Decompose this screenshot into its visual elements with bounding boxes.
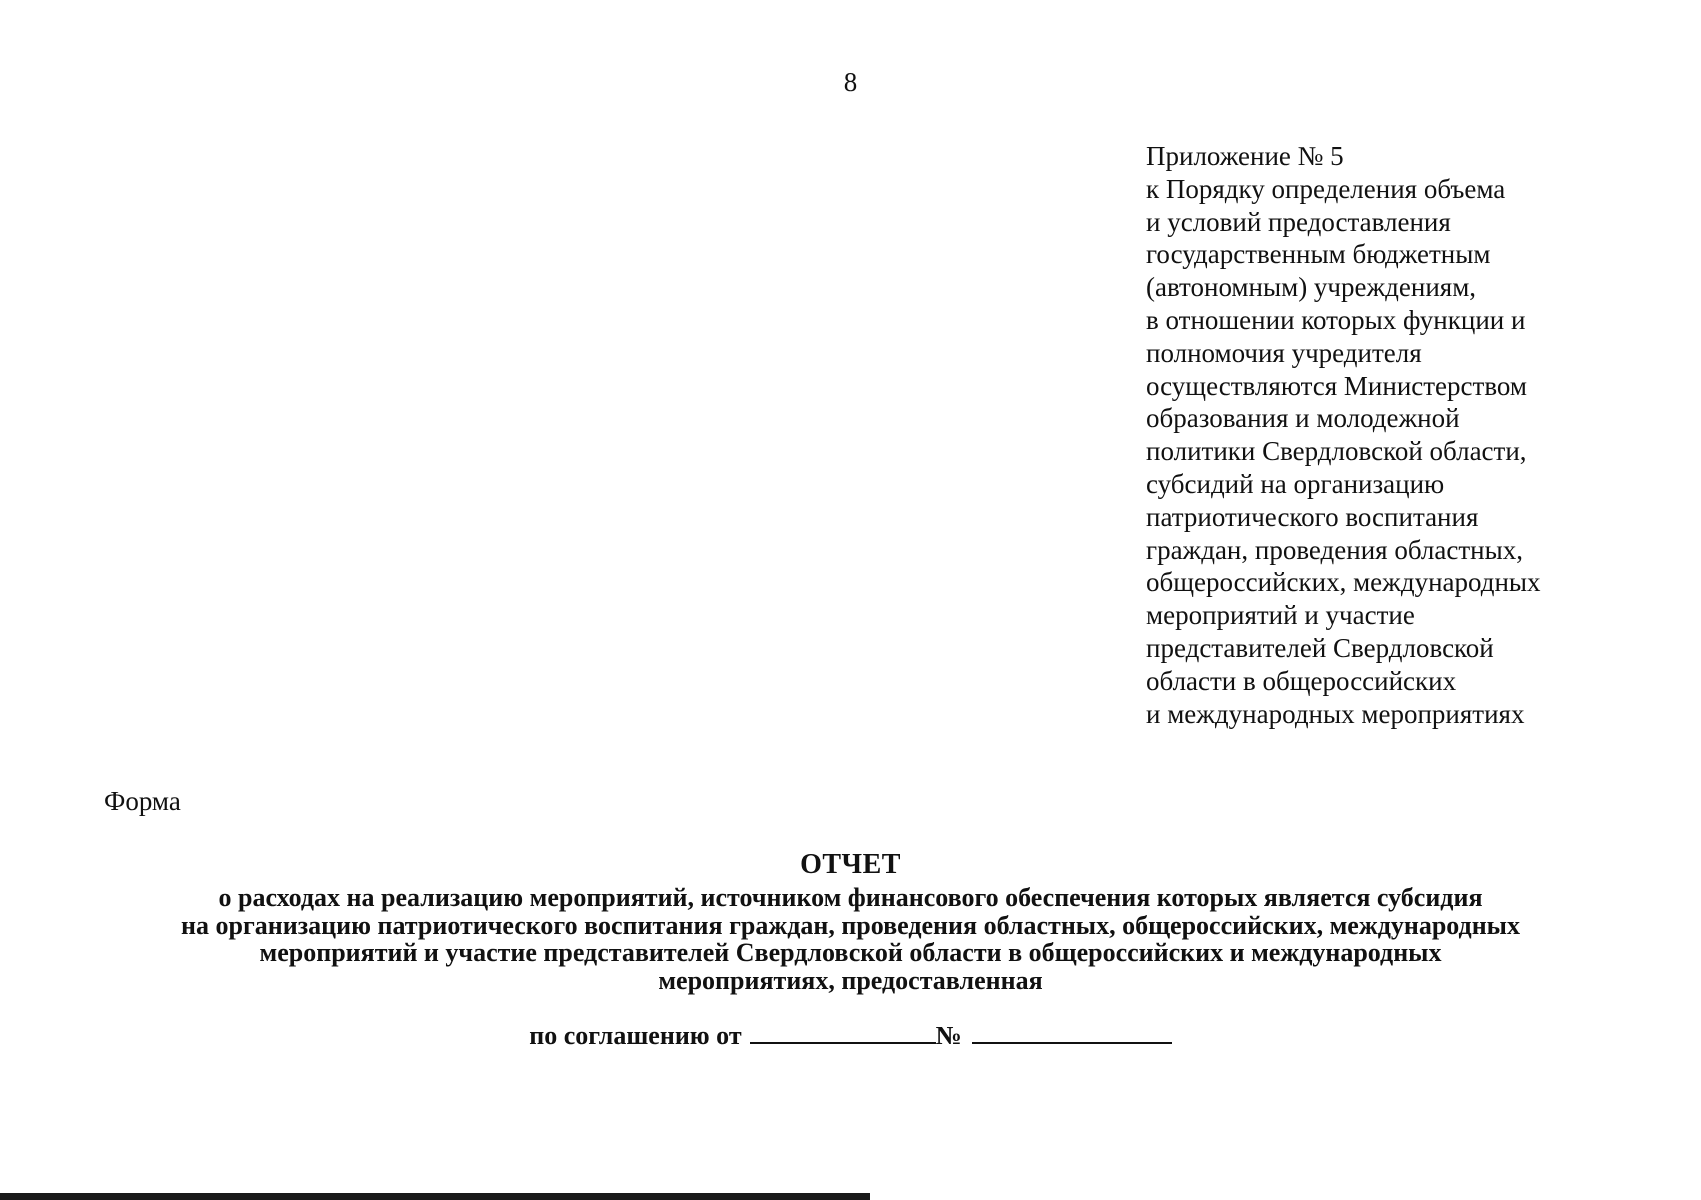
agreement-prefix: по соглашению от xyxy=(529,1021,742,1050)
appendix-line: к Порядку определения объема xyxy=(1146,173,1506,204)
number-sign: № xyxy=(935,1021,962,1050)
page-number: 8 xyxy=(843,67,858,97)
report-subtitle xyxy=(0,884,1701,994)
appendix-line: Приложение № 5 xyxy=(1146,141,1344,171)
appendix-block xyxy=(1146,140,1666,730)
report-title: ОТЧЕТ xyxy=(800,849,901,880)
appendix-line: государственным бюджетным xyxy=(1146,239,1491,270)
scan-edge-bar xyxy=(0,1193,870,1200)
appendix-line: области в общероссийских xyxy=(1146,665,1457,696)
report-subtitle-line: о расходах на реализацию мероприятий, источником финансового обеспечения которых является субсидия xyxy=(218,883,1483,912)
report-subtitle-line: мероприятиях, предоставленная xyxy=(658,965,1043,995)
report-subtitle-line: мероприятий и участие представителей Свердловской области в общероссийских и международных xyxy=(259,938,1442,967)
appendix-line: общероссийских, международных xyxy=(1146,567,1541,598)
report-subtitle-line: на организацию патриотического воспитания граждан, проведения областных, общероссийских, международных xyxy=(181,910,1520,940)
appendix-line: граждан, проведения областных, xyxy=(1146,534,1523,565)
agreement-number-blank xyxy=(972,1018,1172,1044)
agreement-line xyxy=(0,1018,1701,1052)
appendix-line: и условий предоставления xyxy=(1146,206,1451,237)
agreement-date-blank xyxy=(750,1018,936,1044)
appendix-line: осуществляются Министерством xyxy=(1146,370,1527,401)
appendix-line: патриотического воспитания xyxy=(1146,501,1479,532)
form-label: Форма xyxy=(104,786,181,816)
appendix-line: субсидий на организацию xyxy=(1146,468,1445,499)
appendix-line: и международных мероприятиях xyxy=(1146,698,1525,729)
appendix-line: мероприятий и участие xyxy=(1146,600,1415,631)
appendix-line: полномочия учредителя xyxy=(1146,337,1422,368)
appendix-line: политики Свердловской области, xyxy=(1146,436,1527,467)
appendix-line: (автономным) учреждениям, xyxy=(1146,272,1477,303)
appendix-line: представителей Свердловской xyxy=(1146,632,1494,663)
appendix-line: в отношении которых функции и xyxy=(1146,304,1526,335)
appendix-line: образования и молодежной xyxy=(1146,403,1460,434)
